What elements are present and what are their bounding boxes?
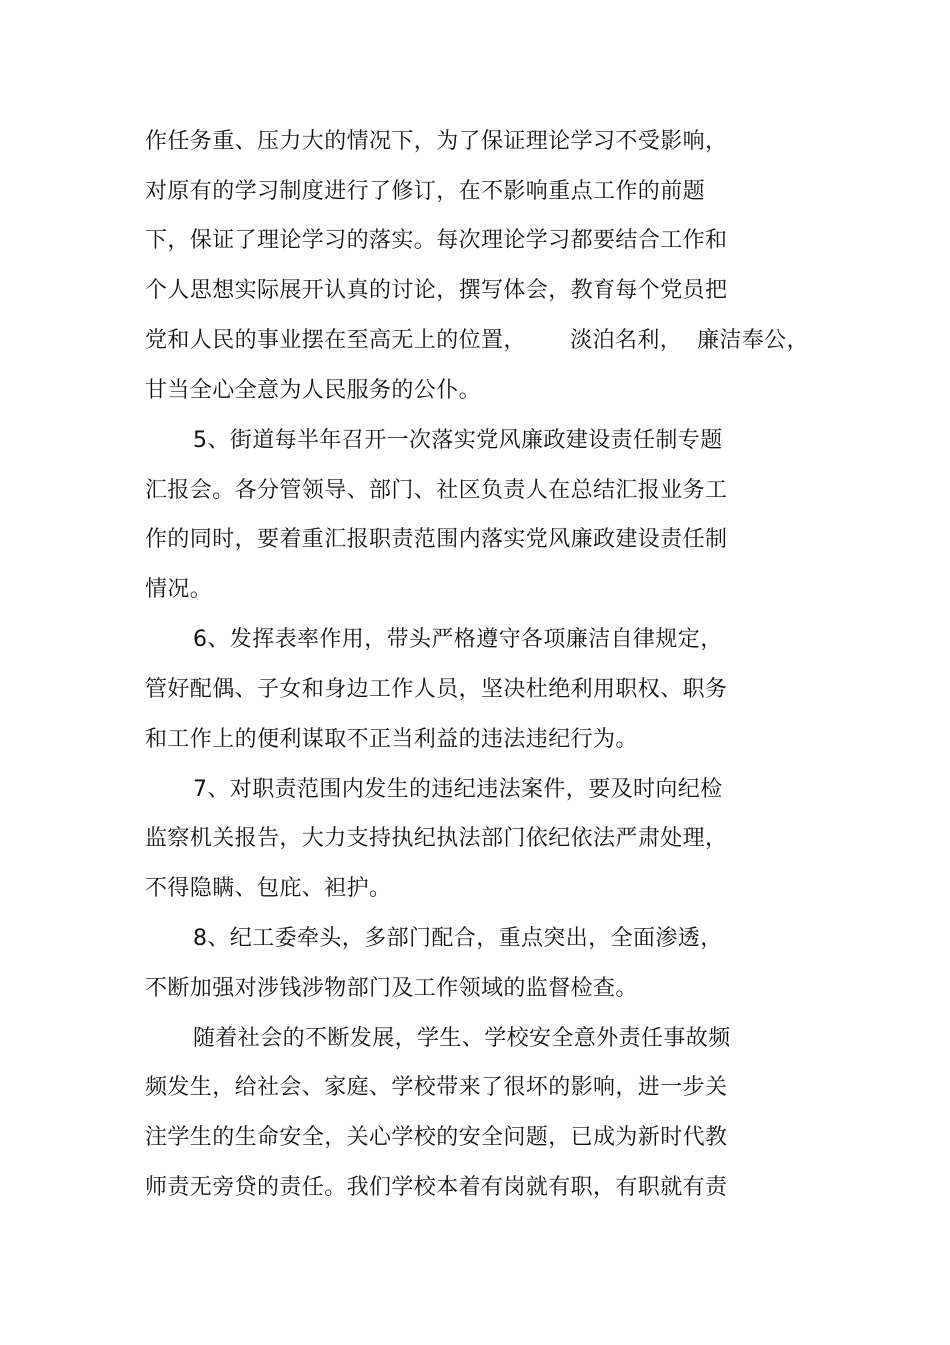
text-line: 个人思想实际展开认真的讨论，撰写体会，教育每个党员把	[145, 278, 728, 303]
text-line: 情况。	[145, 577, 213, 602]
paragraph-start-line: 随着社会的不断发展，学生、学校安全意外责任事故频	[193, 1026, 731, 1051]
text-line: 注学生的生命安全，关心学校的安全问题，已成为新时代教	[145, 1125, 728, 1150]
text-line: 和工作上的便利谋取不正当利益的违法违纪行为。	[145, 727, 638, 752]
text-line: 频发生，给社会、家庭、学校带来了很坏的影响，进一步关	[145, 1075, 728, 1100]
paragraph-start-line: 8、纪工委牵头，多部门配合，重点突出，全面渗透，	[193, 926, 723, 951]
text-line: 作任务重、压力大的情况下，为了保证理论学习不受影响，	[145, 129, 728, 154]
text-line: 汇报会。各分管领导、部门、社区负责人在总结汇报业务工	[145, 478, 728, 503]
text-line: 党和人民的事业摆在至高无上的位置， 淡泊名利， 廉洁奉公，	[145, 328, 809, 353]
text-line: 师责无旁贷的责任。我们学校本着有岗就有职，有职就有责	[145, 1175, 728, 1200]
paragraph-start-line: 5、街道每半年召开一次落实党风廉政建设责任制专题	[193, 428, 723, 453]
text-line: 不断加强对涉钱涉物部门及工作领域的监督检查。	[145, 976, 638, 1001]
text-line: 甘当全心全意为人民服务的公仆。	[145, 378, 482, 403]
paragraph-start-line: 7、对职责范围内发生的违纪违法案件，要及时向纪检	[193, 777, 723, 802]
text-line: 下，保证了理论学习的落实。每次理论学习都要结合工作和	[145, 228, 728, 253]
text-line: 监察机关报告，大力支持执纪执法部门依纪依法严肃处理，	[145, 826, 728, 851]
paragraph-start-line: 6、发挥表率作用，带头严格遵守各项廉洁自律规定，	[193, 627, 723, 652]
text-line: 对原有的学习制度进行了修订，在不影响重点工作的前题	[145, 179, 706, 204]
text-line: 不得隐瞒、包庇、袒护。	[145, 876, 392, 901]
text-line: 管好配偶、子女和身边工作人员，坚决杜绝利用职权、职务	[145, 677, 728, 702]
text-line: 作的同时，要着重汇报职责范围内落实党风廉政建设责任制	[145, 527, 728, 552]
